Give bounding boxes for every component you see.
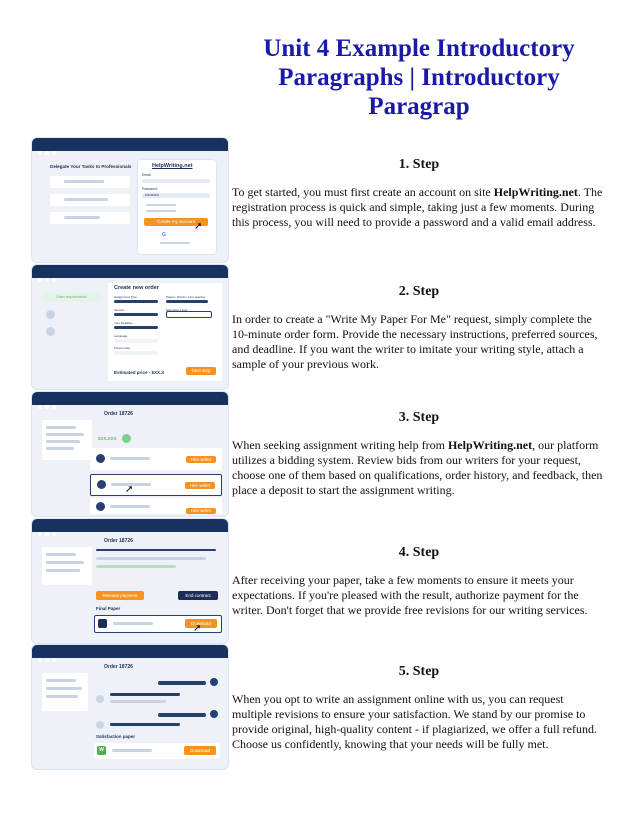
password-mask: •••••••••• (145, 192, 160, 197)
signup-form (138, 160, 216, 254)
cursor-icon: ➚ (193, 623, 202, 634)
create-order-heading: Create new order (114, 285, 159, 291)
bids-screenshot (32, 392, 228, 516)
delegate-heading: Delegate Your Tasks to Professionals (50, 164, 132, 169)
step-text: When seeking assignment writing help from HelpWriting.net, our platform utilizes a bidding system. Review bids from our writers for your request, choose one of them based on qualifications, order history, and feedback, then place a deposit to start the assignment writing. (232, 438, 603, 497)
release-payment-button[interactable]: Release payment (96, 591, 144, 600)
education-select[interactable] (166, 311, 212, 318)
step-heading: 4. Step (398, 545, 440, 560)
step-heading: 3. Step (398, 410, 440, 425)
satisfaction-paper-file (94, 743, 220, 759)
step-2 (232, 284, 606, 372)
email-field[interactable] (142, 179, 210, 183)
step-heading: 2. Step (398, 284, 440, 299)
phone-input[interactable] (114, 351, 158, 355)
chat-message-out (158, 681, 206, 685)
bid-card (90, 498, 222, 514)
window-titlebar (32, 265, 228, 278)
step-4 (232, 545, 606, 618)
education-label: Education Level (166, 308, 188, 312)
create-account-button[interactable]: Create my account (144, 218, 208, 226)
bid-card-selected (90, 474, 222, 496)
step-text: After receiving your paper, take a few moments to ensure it meets your expectations. If you're pleased with the result, authorize payment for the writer. Don't forget that we provide free revisions for our writing services. (232, 573, 588, 617)
step-heading: 1. Step (398, 157, 440, 172)
step-1 (232, 157, 606, 230)
final-paper-file (94, 615, 222, 633)
step-3 (232, 410, 606, 498)
deadline-label: Your Deadline (114, 321, 133, 325)
hire-writer-button[interactable]: Hire writer (186, 508, 216, 514)
window-titlebar (32, 392, 228, 405)
step-5 (232, 664, 606, 752)
hire-writer-button[interactable]: Hire writer (185, 482, 215, 489)
language-label: Language (114, 334, 128, 338)
order-number: Order 18726 (104, 664, 133, 670)
email-label: Email (142, 173, 151, 177)
phone-label: Phone code (114, 346, 131, 350)
chat-message-in (110, 723, 180, 726)
satisfaction-paper-label: Satisfaction paper (96, 734, 136, 739)
assignment-type-select[interactable] (114, 300, 158, 303)
pages-select[interactable] (166, 300, 208, 303)
registration-screenshot (32, 138, 228, 262)
chat-message-out (158, 713, 206, 717)
step-text: In order to create a "Write My Paper For Me" request, simply complete the 10-minute order form. Provide the necessary instructions, preferred sources, and deadline. If you want the writer to imitate your writing style, attach a sample of your previous work. (232, 312, 598, 371)
cursor-icon: ➚ (125, 484, 134, 495)
window-titlebar (32, 138, 228, 151)
page-title: Unit 4 Example Introductory Paragraphs | Introductory Paragrap (263, 35, 575, 120)
password-label: Password (142, 187, 158, 191)
step-text: When you opt to write an assignment online with us, you can request multiple revisions to ensure your satisfaction. We stand by our promise to provide original, high-quality content - if plagiarized, we offer a full refund. Choose us confidently, knowing that your needs will be fully met. (232, 692, 597, 751)
step-text: To get started, you must first create an account on site HelpWriting.net. The registration process is quick and simple, taking just a few moments. During this process, you will need to provide a password and a valid email address. (232, 185, 603, 229)
deadline-input[interactable] (114, 326, 158, 329)
download-button[interactable]: Download (184, 746, 216, 755)
order-number: Order 18726 (104, 538, 133, 544)
assignment-type-label: Assignment Type (114, 295, 137, 299)
download-button[interactable]: Download (185, 619, 217, 628)
revisions-screenshot (32, 645, 228, 769)
final-paper-label: Final Paper (96, 606, 121, 611)
window-titlebar (32, 645, 228, 658)
end-contract-button[interactable]: End contract (178, 591, 218, 600)
cursor-icon: ➚ (194, 221, 203, 232)
brand-logo: HelpWriting.net (152, 163, 193, 169)
order-form-screenshot (32, 265, 228, 389)
google-icon[interactable]: G (162, 232, 166, 238)
payment-screenshot (32, 519, 228, 643)
step-order-requirements[interactable]: Order requirements (56, 295, 87, 299)
window-titlebar (32, 519, 228, 532)
pages-label: Pages / Words / Line spacing (166, 295, 205, 299)
next-step-button[interactable]: Next step (186, 367, 216, 375)
hire-writer-button[interactable]: Hire writer (186, 456, 216, 463)
service-label: Service (114, 308, 125, 312)
service-select[interactable] (114, 313, 158, 316)
step-heading: 5. Step (398, 664, 440, 679)
chat-message-in (110, 693, 180, 696)
order-number: Order 18726 (104, 411, 133, 417)
bid-card (90, 448, 222, 470)
language-select[interactable] (114, 339, 158, 343)
document-icon: W (97, 746, 106, 755)
bid-amount: $XX.XXX (98, 436, 117, 441)
estimated-price: Estimated price - $XX.X (114, 370, 165, 375)
